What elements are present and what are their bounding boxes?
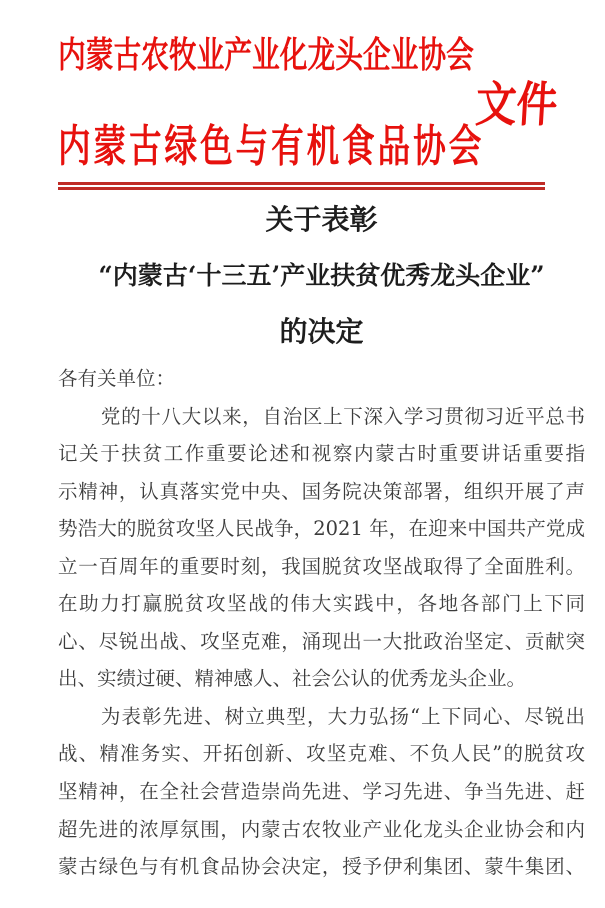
body-line: 心、尽锐出战、攻坚克难，涌现出一大批政治坚定、贡献突 [58,629,585,653]
body-line: 在助力打赢脱贫攻坚战的伟大实践中，各地各部门上下同 [58,592,585,616]
salutation-line: 各有关单位： [58,367,176,390]
body-line: 战、精准务实、开拓创新、攻坚克难、不负人民”的脱贫攻 [58,742,585,766]
body-line: 坚精神，在全社会营造崇尚先进、学习先进、争当先进、赶 [58,780,585,804]
red-separator-rule [58,182,545,190]
org-name-secondary: 内蒙古绿色与有机食品协会 [58,121,485,172]
org-name-primary: 内蒙古农牧业产业化龙头企业协会 [58,34,474,76]
title-line-2: “内蒙古‘十三五’产业扶贫优秀龙头企业” [98,261,545,290]
body-line: 蒙古绿色与有机食品协会决定，授予伊利集团、蒙牛集团、 [58,855,585,879]
title-line-1: 关于表彰 [265,203,378,236]
body-line: 示精神，认真落实党中央、国务院决策部署，组织开展了声 [58,479,585,503]
document-title [58,192,585,360]
document-word: 文件 [474,77,559,133]
document-body [58,360,585,886]
body-line: 立一百周年的重要时刻，我国脱贫攻坚战取得了全面胜利。 [58,554,585,578]
title-line-3: 的决定 [279,315,364,348]
body-line: 出、实绩过硬、精神感人、社会公认的优秀龙头企业。 [58,667,527,691]
body-line: 超先进的浓厚氛围，内蒙古农牧业产业化龙头企业协会和内 [58,817,585,841]
body-line: 党的十八大以来，自治区上下深入学习贯彻习近平总书 [100,404,585,428]
body-line: 势浩大的脱贫攻坚人民战争，2021 年，在迎来中国共产党成 [58,517,585,541]
body-line: 记关于扶贫工作重要论述和视察内蒙古时重要讲话重要指 [58,442,585,466]
body-line: 为表彰先进、树立典型，大力弘扬“上下同心、尽锐出 [100,704,585,728]
